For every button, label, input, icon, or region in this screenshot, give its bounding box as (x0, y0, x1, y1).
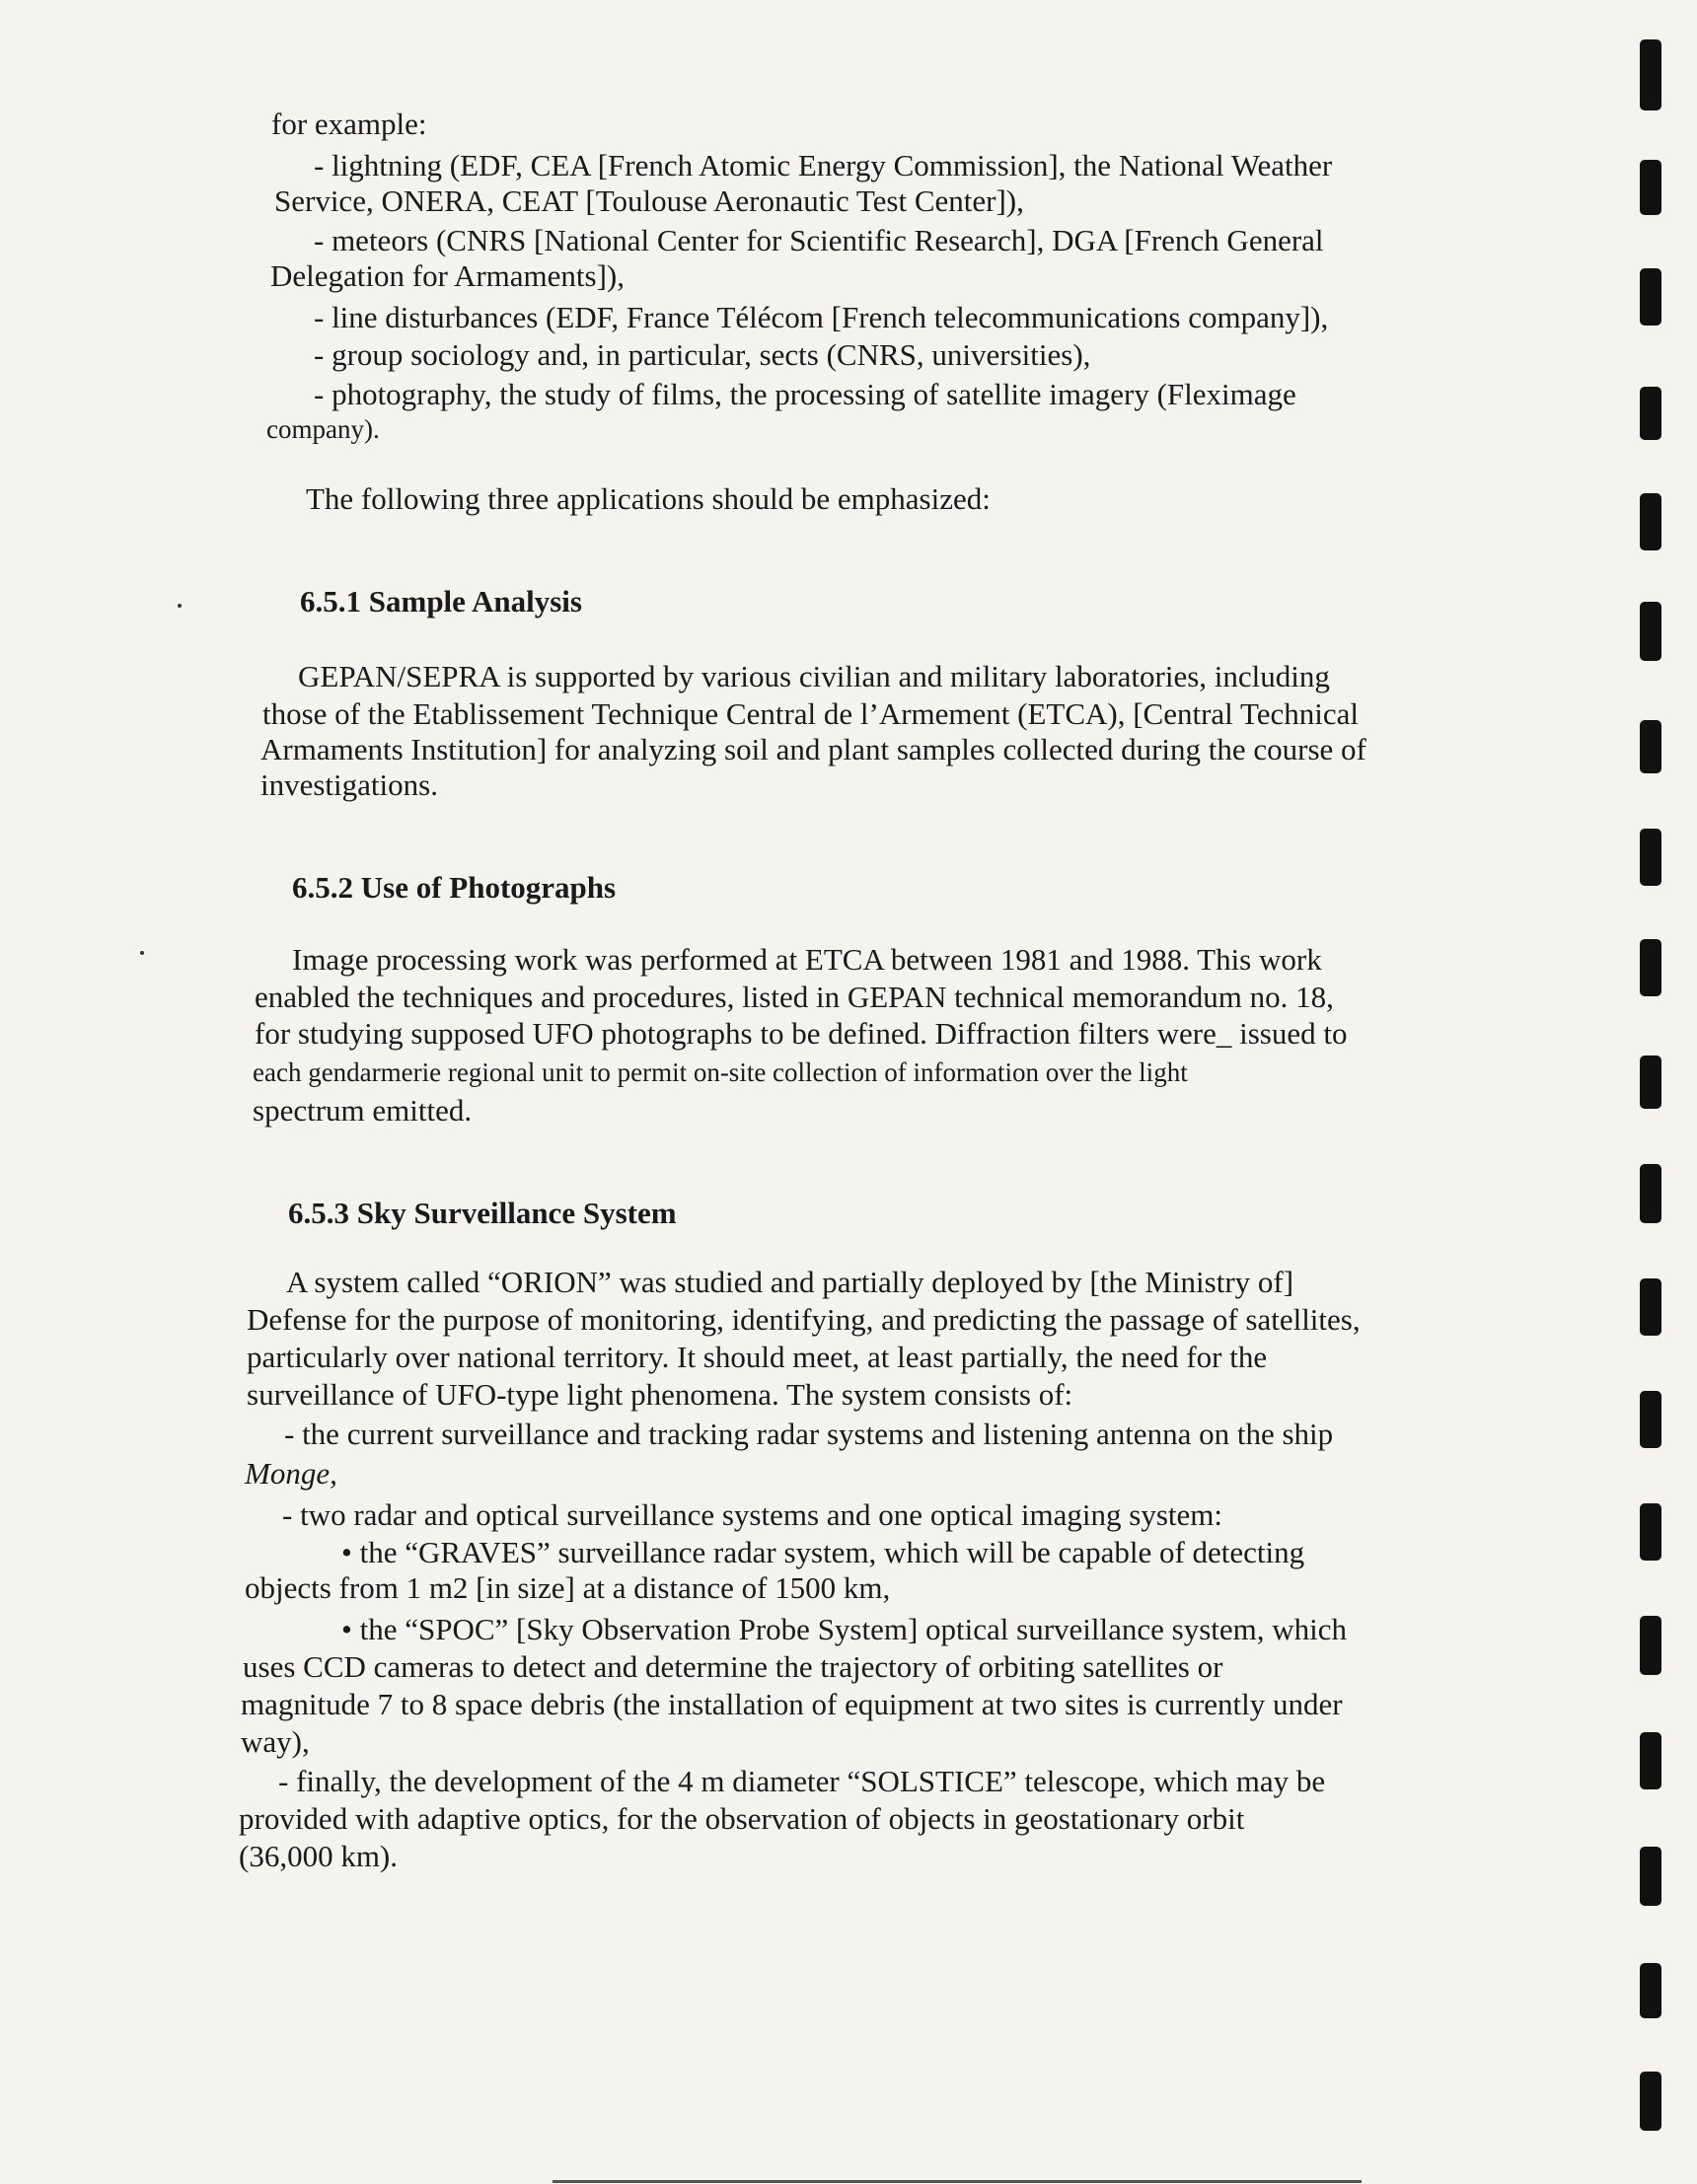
binding-strip (1640, 39, 1665, 2160)
paragraph-line: particularly over national territory. It should meet, at least partially, the need for the (247, 1340, 1268, 1374)
bullet-photography-2: company). (266, 414, 380, 444)
binding-hole (1640, 160, 1661, 215)
binding-hole (1640, 1056, 1661, 1109)
bullet-lightning-1: - lightning (EDF, CEA [French Atomic Energy Commission], the National Weather (314, 148, 1333, 182)
intro-line: for example: (271, 107, 427, 141)
bullet-line-disturbances: - line disturbances (EDF, France Télécom [French telecommunications company]), (314, 300, 1329, 334)
binding-hole (1640, 39, 1661, 110)
binding-hole (1640, 1503, 1661, 1561)
paragraph-line: Defense for the purpose of monitoring, identifying, and predicting the passage of satellites, (247, 1302, 1361, 1337)
list-item-solstice: - finally, the development of the 4 m diameter “SOLSTICE” telescope, which may be (278, 1764, 1326, 1798)
scan-speck (140, 951, 144, 955)
bullet-photography-1: - photography, the study of films, the processing of satellite imagery (Fleximage (314, 377, 1296, 411)
binding-hole (1640, 2072, 1661, 2131)
bullet-meteors-2: Delegation for Armaments]), (270, 258, 625, 293)
bullet-meteors-1: - meteors (CNRS [National Center for Scientific Research], DGA [French General (314, 223, 1324, 257)
paragraph-line: GEPAN/SEPRA is supported by various civilian and military laboratories, including (298, 659, 1330, 693)
paragraph-line: surveillance of UFO-type light phenomena. The system consists of: (247, 1377, 1073, 1412)
paragraph-line: each gendarmerie regional unit to permit on-site collection of information over the light (253, 1057, 1188, 1087)
paragraph-line: objects from 1 m2 [in size] at a distance of 1500 km, (245, 1570, 891, 1605)
binding-hole (1640, 1391, 1661, 1448)
paragraph-line: way), (241, 1724, 310, 1759)
ship-name: Monge, (245, 1456, 337, 1491)
list-item-radar-systems: - the current surveillance and tracking radar systems and listening antenna on the ship (284, 1417, 1334, 1451)
binding-hole (1640, 493, 1661, 550)
paragraph-line: investigations. (260, 767, 438, 802)
paragraph-line: Image processing work was performed at ETCA between 1981 and 1988. This work (292, 942, 1322, 977)
binding-hole (1640, 829, 1661, 886)
paragraph-line: enabled the techniques and procedures, listed in GEPAN technical memorandum no. 18, (255, 980, 1334, 1014)
section-heading-sky-surveillance: 6.5.3 Sky Surveillance System (288, 1196, 677, 1230)
binding-hole (1640, 602, 1661, 661)
paragraph-line: Armaments Institution] for analyzing soil and plant samples collected during the course of (260, 732, 1366, 766)
paragraph-line: A system called “ORION” was studied and partially deployed by [the Ministry of] (286, 1265, 1294, 1299)
section-heading-sample-analysis: 6.5.1 Sample Analysis (300, 584, 582, 619)
binding-hole (1640, 1963, 1661, 2018)
binding-hole (1640, 1278, 1661, 1336)
binding-hole (1640, 1616, 1661, 1675)
bullet-lightning-2: Service, ONERA, CEAT [Toulouse Aeronautic Test Center]), (274, 183, 1024, 218)
scan-edge (553, 2180, 1362, 2183)
emphasis-line: The following three applications should be emphasized: (306, 481, 991, 516)
binding-hole (1640, 1732, 1661, 1789)
binding-hole (1640, 268, 1661, 326)
paragraph-line: provided with adaptive optics, for the observation of objects in geostationary orbit (239, 1801, 1245, 1836)
list-item-surveillance-systems: - two radar and optical surveillance systems and one optical imaging system: (282, 1497, 1222, 1532)
binding-hole (1640, 1164, 1661, 1223)
binding-hole (1640, 720, 1661, 773)
sub-bullet-graves: • the “GRAVES” surveillance radar system, which will be capable of detecting (341, 1535, 1305, 1569)
paragraph-line: uses CCD cameras to detect and determine the trajectory of orbiting satellites or (243, 1649, 1223, 1684)
sub-bullet-spoc: • the “SPOC” [Sky Observation Probe System] optical surveillance system, which (341, 1612, 1348, 1646)
binding-hole (1640, 939, 1661, 996)
paragraph-line: for studying supposed UFO photographs to be defined. Diffraction filters were_ issued to (255, 1016, 1348, 1051)
binding-hole (1640, 1847, 1661, 1906)
paragraph-line: spectrum emitted. (253, 1093, 473, 1128)
paragraph-line: (36,000 km). (239, 1839, 399, 1873)
section-heading-use-of-photographs: 6.5.2 Use of Photographs (292, 870, 617, 905)
paragraph-line: those of the Etablissement Technique Central de l’Armement (ETCA), [Central Technical (262, 696, 1360, 731)
scan-speck (178, 604, 182, 608)
bullet-group-sociology: - group sociology and, in particular, sects (CNRS, universities), (314, 337, 1091, 372)
binding-hole (1640, 387, 1661, 440)
paragraph-line: magnitude 7 to 8 space debris (the installation of equipment at two sites is currently under (241, 1687, 1343, 1721)
